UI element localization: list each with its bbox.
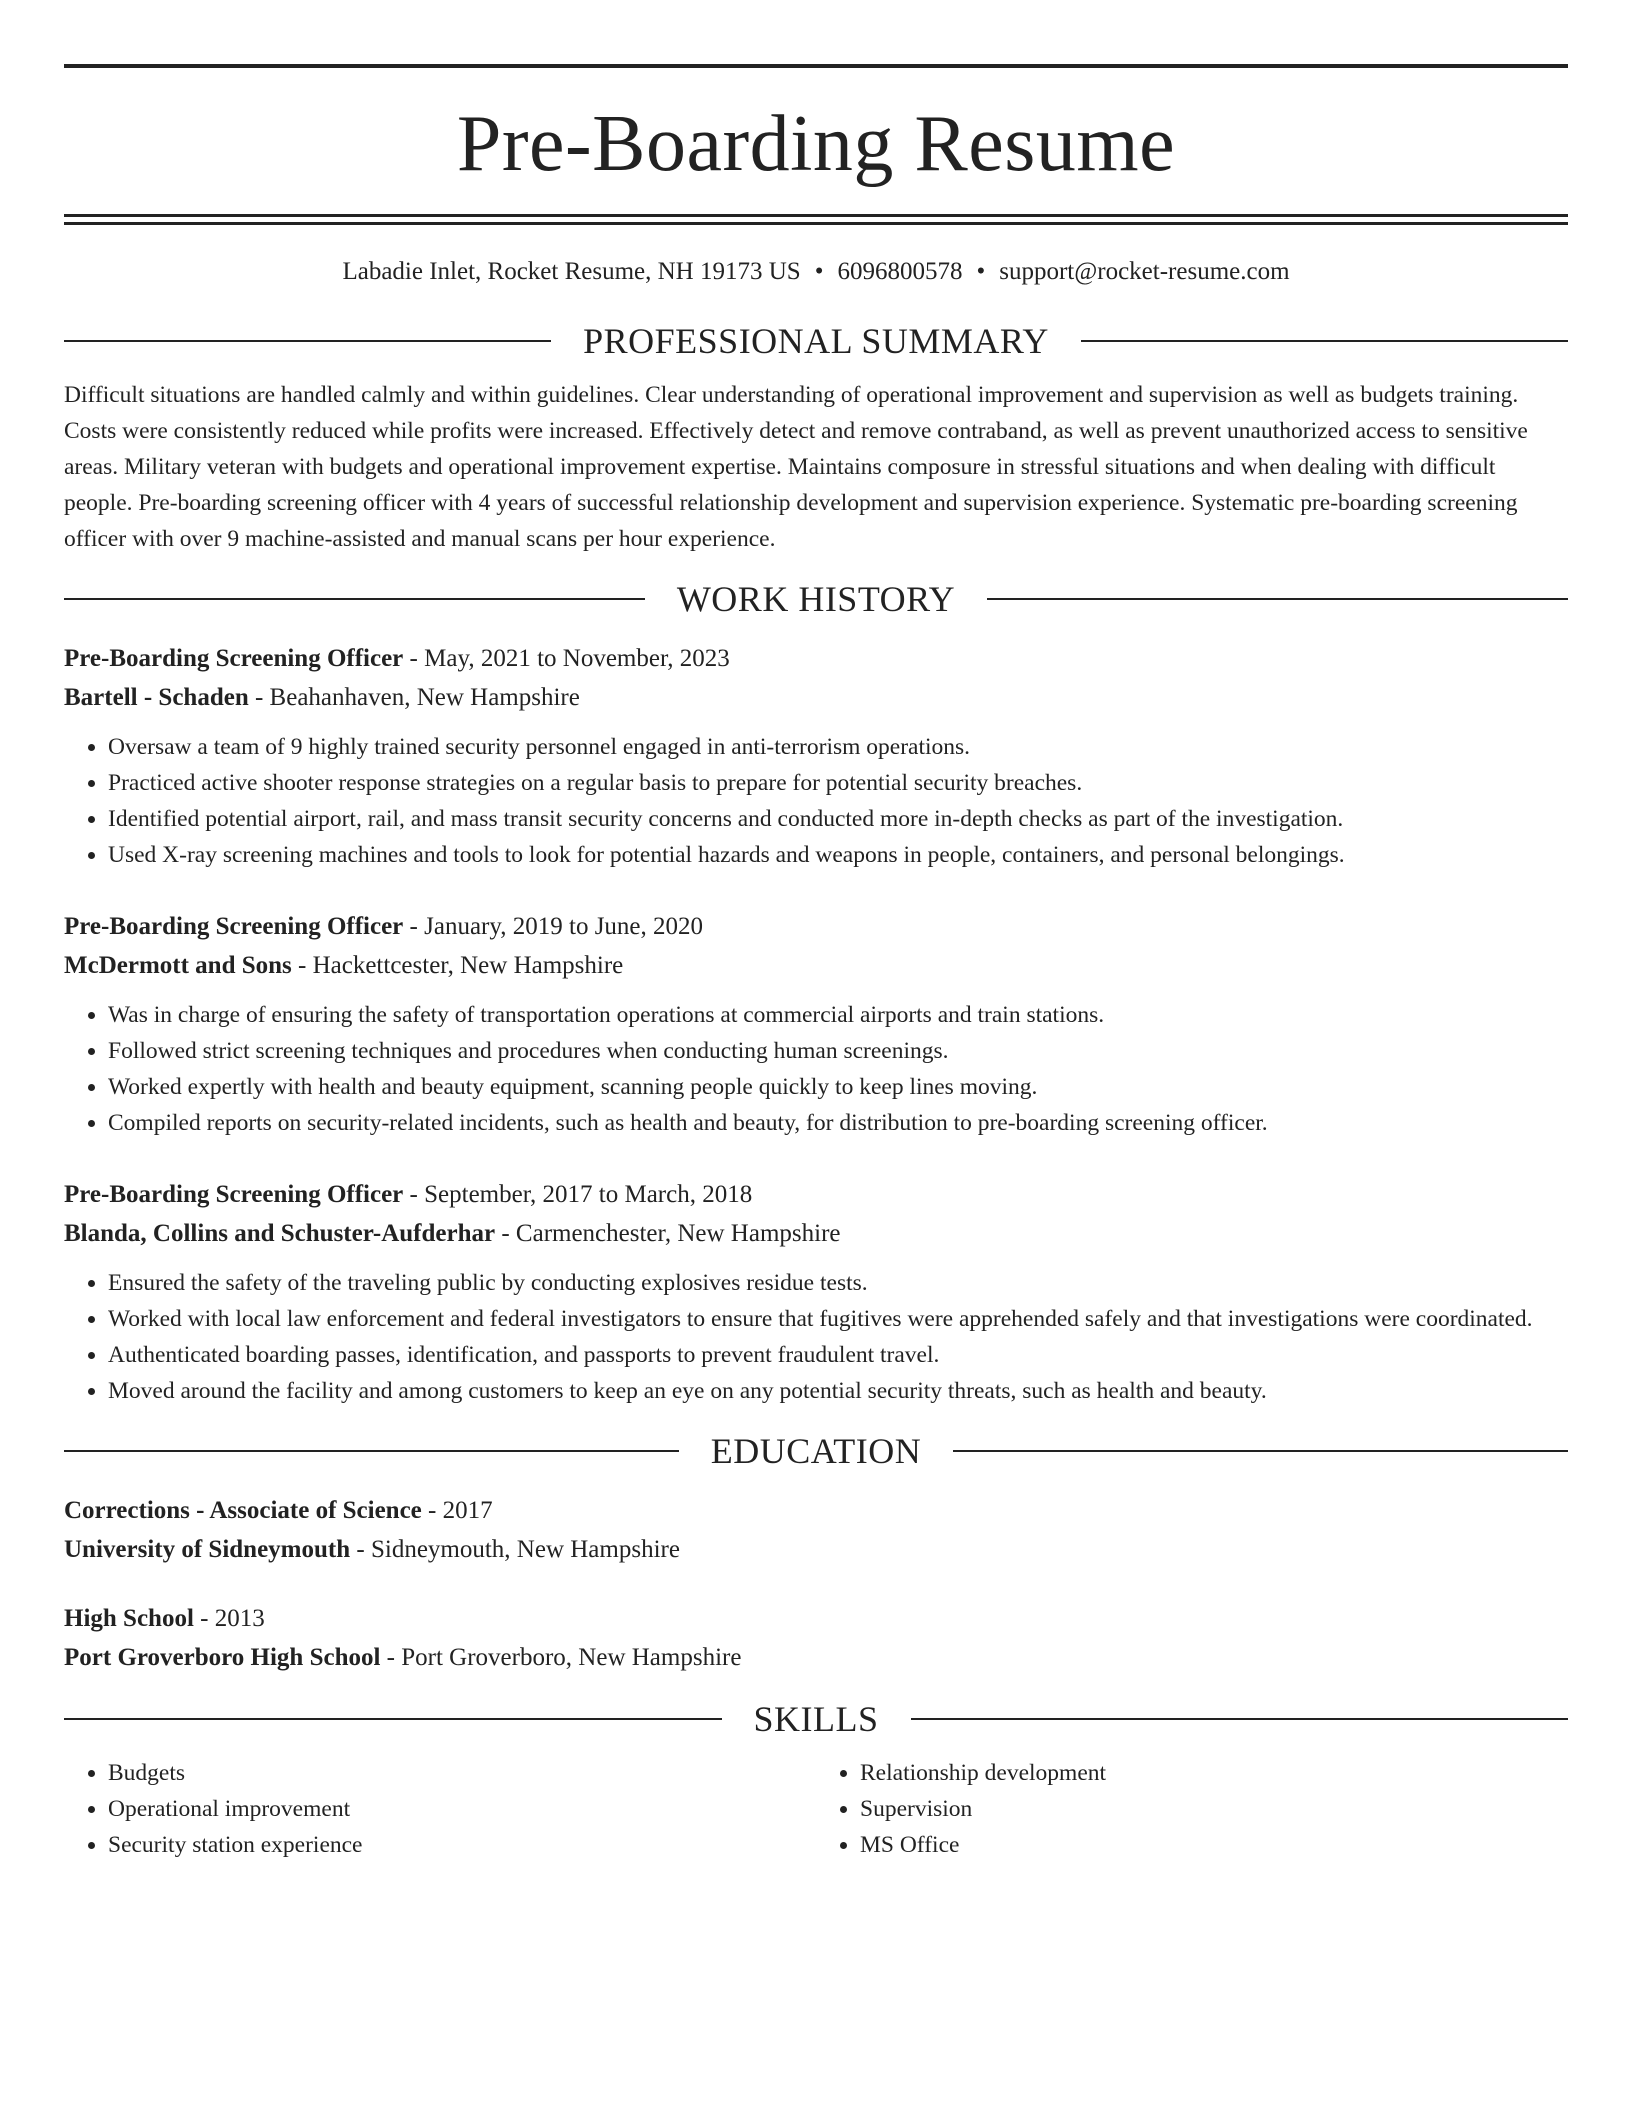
school-line [64, 1530, 1568, 1569]
degree: High School [64, 1605, 194, 1632]
top-rule [64, 64, 1568, 68]
list-item: • Was in charge of ensuring the safety of transportation operations at commercial airports and train stations. [108, 997, 1568, 1033]
heading-rule [64, 1718, 722, 1720]
contact-line [64, 255, 1568, 289]
degree-year: - 2013 [193, 1605, 265, 1632]
job-company-line [64, 678, 1568, 717]
school: University of Sidneymouth [64, 1536, 351, 1563]
skills-list [64, 1755, 1568, 1863]
heading-rule [987, 598, 1568, 600]
section-heading-skills [64, 1697, 1568, 1741]
list-item: • Supervision [860, 1791, 1568, 1827]
list-item: • Followed strict screening techniques and procedures when conducting human screenings. [108, 1033, 1568, 1069]
job-title-line [64, 1175, 1568, 1214]
job-company: Bartell - Schaden [64, 684, 249, 711]
job-company: McDermott and Sons [64, 952, 292, 979]
section-heading-education [64, 1429, 1568, 1473]
job-entry [64, 1175, 1568, 1409]
education-entry [64, 1491, 1568, 1569]
job-location: - Beahanhaven, New Hampshire [248, 684, 580, 711]
contact-separator: • [814, 258, 824, 285]
heading-rule [64, 340, 551, 342]
degree-line [64, 1491, 1568, 1530]
job-company-line [64, 1214, 1568, 1253]
list-item: • Operational improvement [108, 1791, 816, 1827]
list-item: • Compiled reports on security-related incidents, such as health and beauty, for distribution to pre-boarding screening officer. [108, 1105, 1568, 1141]
list-item: • Practiced active shooter response strategies on a regular basis to prepare for potential security breaches. [108, 765, 1568, 801]
list-item: • MS Office [860, 1827, 1568, 1863]
job-dates: - January, 2019 to June, 2020 [403, 913, 704, 940]
section-heading-work-history [64, 577, 1568, 621]
summary-text: Difficult situations are handled calmly and within guidelines. Clear understanding of operational improvement and supervision as well as budgets training. Costs were consistently reduced while profits were increased. Effectively detect and remove contraband, as well as prevent unauthorized access to sensitive areas. Military veteran with budgets and operational improvement expertise. Maintains composure in stressful situations and when dealing with difficult people. Pre-boarding screening officer with 4 years of successful relationship development and supervision experience. Systematic pre-boarding screening officer with over 9 machine-assisted and manual scans per hour experience. [64, 382, 1528, 552]
job-location: - Hackettcester, New Hampshire [291, 952, 624, 979]
school-line [64, 1638, 1568, 1677]
job-company-line [64, 946, 1568, 985]
job-title-line [64, 639, 1568, 678]
heading-rule [911, 1718, 1569, 1720]
list-item: • Budgets [108, 1755, 816, 1791]
education-entry [64, 1599, 1568, 1677]
section-title: SKILLS [753, 1699, 879, 1739]
job-entry [64, 907, 1568, 1141]
list-item: • Relationship development [860, 1755, 1568, 1791]
job-role: Pre-Boarding Screening Officer [64, 645, 404, 672]
section-heading-summary [64, 319, 1568, 363]
job-dates: - May, 2021 to November, 2023 [403, 645, 730, 672]
degree: Corrections - Associate of Science [64, 1497, 422, 1524]
list-item: • Moved around the facility and among customers to keep an eye on any potential security threats, such as health and beauty. [108, 1373, 1568, 1409]
contact-address: Labadie Inlet, Rocket Resume, NH 19173 US [342, 258, 801, 285]
list-item: • Worked expertly with health and beauty equipment, scanning people quickly to keep lines moving. [108, 1069, 1568, 1105]
resume-title: Pre-Boarding Resume [456, 100, 1176, 188]
heading-rule [64, 598, 645, 600]
list-item: • Authenticated boarding passes, identification, and passports to prevent fraudulent travel. [108, 1337, 1568, 1373]
section-title: WORK HISTORY [676, 579, 956, 619]
heading-rule [1081, 340, 1568, 342]
job-title-line [64, 907, 1568, 946]
job-role: Pre-Boarding Screening Officer [64, 913, 404, 940]
heading-rule [953, 1450, 1568, 1452]
job-dates: - September, 2017 to March, 2018 [403, 1181, 753, 1208]
list-item: • Security station experience [108, 1827, 816, 1863]
section-title: PROFESSIONAL SUMMARY [583, 321, 1049, 361]
list-item: • Identified potential airport, rail, and mass transit security concerns and conducted more in-depth checks as part of the investigation. [108, 801, 1568, 837]
list-item: • Ensured the safety of the traveling public by conducting explosives residue tests. [108, 1265, 1568, 1301]
list-item: • Used X-ray screening machines and tools to look for potential hazards and weapons in people, containers, and personal belongings. [108, 837, 1568, 873]
double-rule [64, 214, 1568, 225]
heading-rule [64, 1450, 679, 1452]
work-entries [64, 639, 1568, 1409]
skills-column-left [64, 1755, 816, 1863]
education-entries [64, 1491, 1568, 1677]
job-entry [64, 639, 1568, 873]
section-title: EDUCATION [710, 1431, 922, 1471]
list-item: • Oversaw a team of 9 highly trained security personnel engaged in anti-terrorism operations. [108, 729, 1568, 765]
job-role: Pre-Boarding Screening Officer [64, 1181, 404, 1208]
job-bullets [64, 729, 1568, 873]
job-location: - Carmenchester, New Hampshire [495, 1220, 841, 1247]
school-location: - Sidneymouth, New Hampshire [350, 1536, 680, 1563]
skills-column-right [816, 1755, 1568, 1863]
degree-line [64, 1599, 1568, 1638]
school: Port Groverboro High School [64, 1644, 381, 1671]
degree-year: - 2017 [421, 1497, 493, 1524]
contact-email: support@rocket-resume.com [999, 258, 1290, 285]
job-bullets [64, 1265, 1568, 1409]
school-location: - Port Groverboro, New Hampshire [380, 1644, 742, 1671]
job-bullets [64, 997, 1568, 1141]
contact-phone: 6096800578 [837, 258, 963, 285]
contact-separator: • [976, 258, 986, 285]
list-item: • Worked with local law enforcement and federal investigators to ensure that fugitives were apprehended safely and that investigations were coordinated. [108, 1301, 1568, 1337]
job-company: Blanda, Collins and Schuster-Aufderhar [64, 1220, 496, 1247]
